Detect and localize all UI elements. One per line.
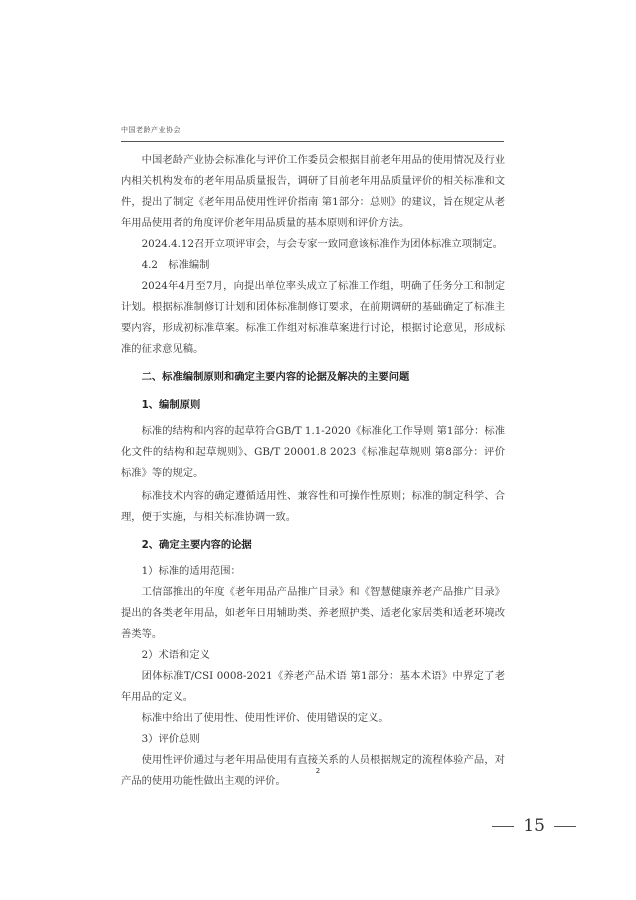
section-heading-principles: 二、标准编制原则和确定主要内容的论据及解决的主要问题 — [141, 371, 410, 383]
subheading-content-basis: 2、确定主要内容的论据 — [141, 539, 252, 551]
label-general-rules: 3）评价总则 — [141, 733, 200, 745]
paragraph-scope: 工信部推出的年度《老年用品产品推广目录》和《智慧健康养老产品推广目录》提出的各类老年用品，如老年日用辅助类、养老照护类、适老化家居类和适老环境改善类等。 — [121, 586, 505, 640]
paragraph-background: 中国老龄产业协会标准化与评价工作委员会根据目前老年用品的使用情况及行业内相关机构发布的老年用品质量报告，调研了目前老年用品质量评价的相关标准和文件，提出了制定《老年用品使用性评价指南 第1部分：总则》的建议，旨在规定从老年用品使用者的角度评价老年用品质量的基本原则和评价方法。 — [121, 154, 505, 229]
inner-page-number: 2 — [315, 767, 321, 775]
paragraph-drafting-process: 2024年4月至7月，向提出单位率头成立了标准工作组，明确了任务分工和制定计划。根据标准制修订计划和团体标准制修订要求，在前期调研的基础确定了标准主要内容，形成初标准草案。标准工作组对标准草案进行讨论，根据讨论意见，形成标准的征求意见稿。 — [121, 280, 505, 355]
document-body — [121, 150, 505, 792]
header-divider — [121, 141, 504, 142]
header-org: 中国老龄产业协会 — [121, 126, 181, 134]
paragraph-technical-principles: 标准技术内容的确定遵循适用性、兼容性和可操作性原则；标准的制定科学、合理，便于实施，与相关标准协调一致。 — [121, 490, 505, 523]
footer-page-number — [492, 816, 576, 836]
paragraph-definitions: 标准中给出了使用性、使用性评价、使用错误的定义。 — [141, 712, 389, 724]
label-terms: 2）术语和定义 — [141, 649, 210, 661]
subheading-drafting-principles: 1、编制原则 — [141, 399, 201, 411]
paragraph-structure-rules: 标准的结构和内容的起草符合GB/T 1.1-2020《标准化工作导则 第1部分：标准化文件的结构和起草规则》、GB/T 20001.8 2023《标准起草规则 第8部分：评价标准》等的规定。 — [121, 425, 505, 479]
paragraph-evaluation: 使用性评价通过与老年用品使用有直接关系的人员根据规定的流程体验产品，对产品的使用功能性做出主观的评价。 — [121, 754, 505, 787]
section-4-2-label: 4.2 标准编制 — [141, 259, 210, 271]
paragraph-terms: 团体标准T/CSI 0008-2021《养老产品术语 第1部分：基本术语》中界定了老年用品的定义。 — [121, 670, 505, 703]
page-number: 15 — [523, 816, 545, 836]
paragraph-approval: 2024.4.12召开立项评审会，与会专家一致同意该标准作为团体标准立项制定。 — [141, 238, 503, 250]
label-scope: 1）标准的适用范围： — [141, 565, 241, 577]
footer-dash-left — [492, 826, 514, 827]
footer-dash-right — [554, 826, 576, 827]
